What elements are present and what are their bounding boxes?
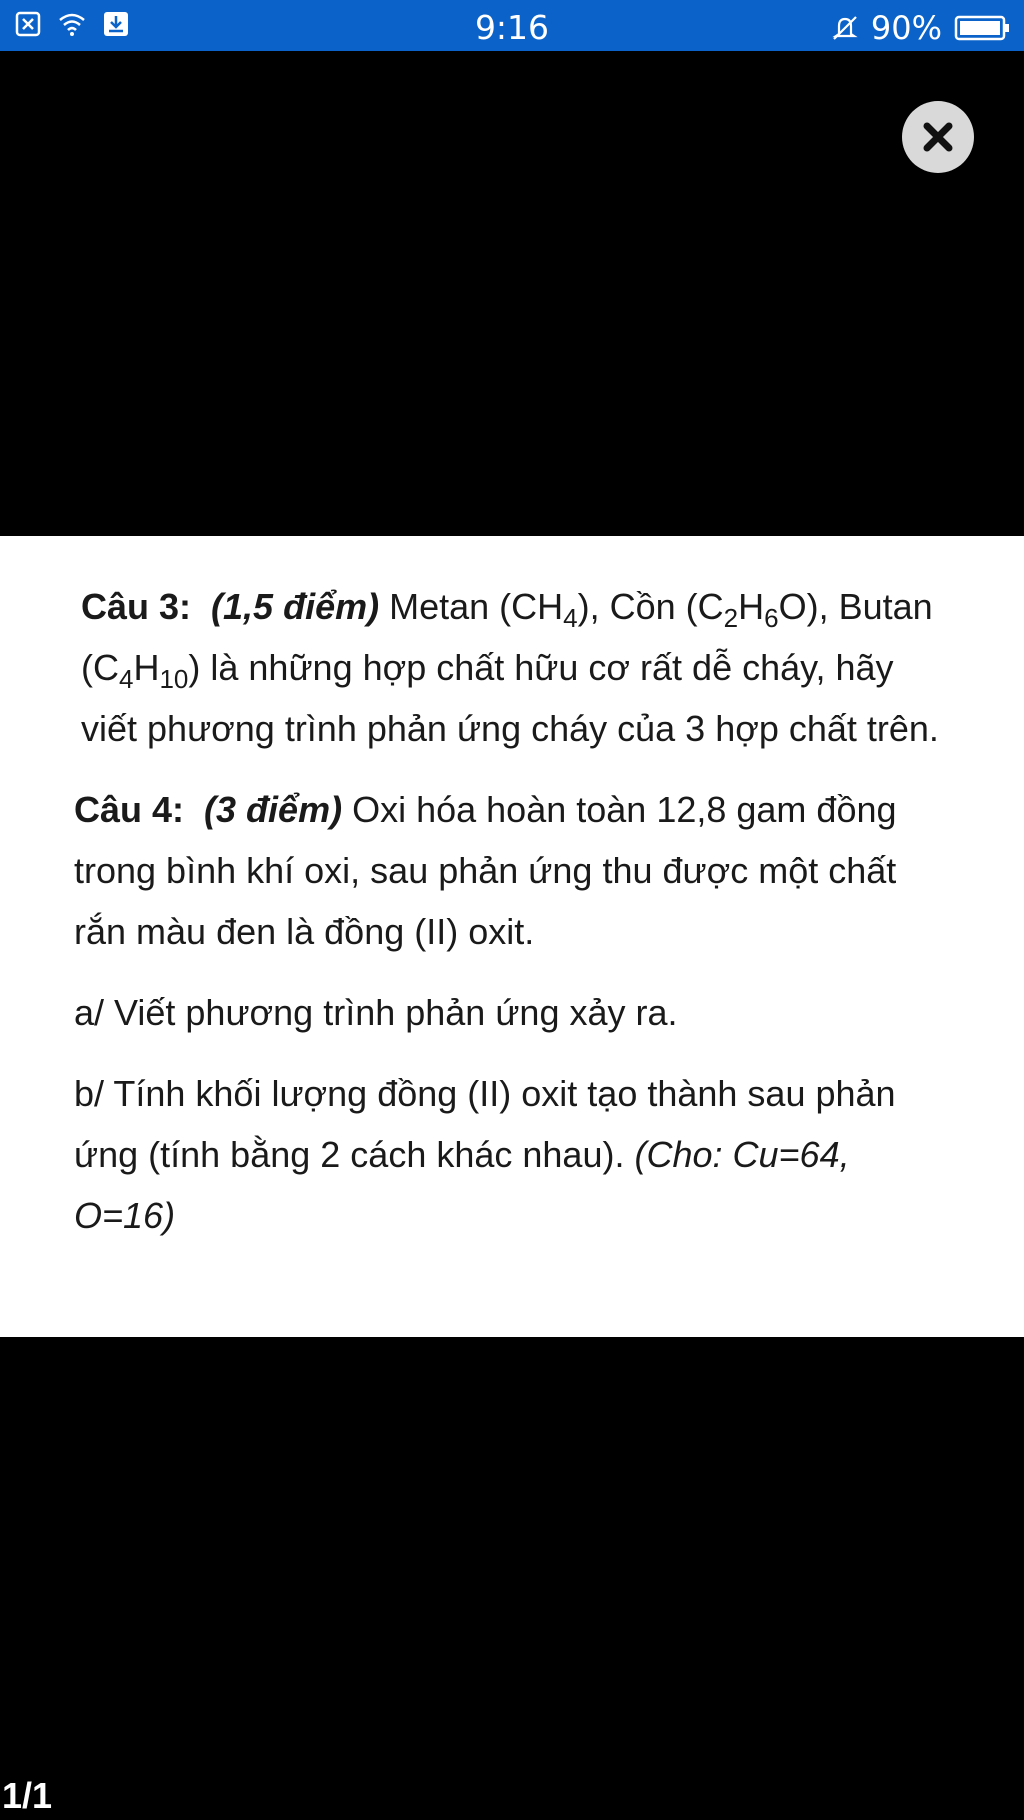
- question-3-points: (1,5 điểm): [211, 586, 380, 627]
- status-bar: [0, 0, 1024, 51]
- alarm-off-icon: [831, 14, 859, 42]
- subscript: 10: [159, 664, 189, 694]
- question-3-text: Metan (CH: [389, 586, 564, 627]
- subscript: 2: [723, 603, 739, 633]
- part-b-note: (Cho: Cu=64, O=16): [74, 1134, 850, 1236]
- clock: 9:16: [474, 8, 550, 47]
- close-button[interactable]: [902, 101, 974, 173]
- question-4: [74, 779, 954, 962]
- document-text: [74, 576, 954, 1266]
- page-counter: 1/1: [2, 1775, 53, 1816]
- question-3-text: O), Butan (C: [81, 586, 933, 688]
- question-3-text: H: [738, 586, 765, 627]
- question-3: [74, 576, 954, 759]
- subscript: 4: [119, 664, 134, 694]
- question-4-label: Câu 4:: [74, 789, 185, 830]
- part-a: a/ Viết phương trình phản ứng xảy ra.: [74, 992, 678, 1033]
- question-4-points: (3 điểm): [204, 789, 343, 830]
- document-image[interactable]: [0, 536, 1024, 1337]
- battery-percent: 90%: [870, 9, 942, 47]
- question-3-text: ) là những hợp chất hữu cơ rất dễ cháy, hãy viết phương trình phản ứng cháy của 3 hợp chất trên.: [81, 647, 939, 749]
- battery-icon: [954, 14, 1010, 42]
- question-4-text: Oxi hóa hoàn toàn 12,8 gam đồng trong bình khí oxi, sau phản ứng thu được một chất rắn màu đen là đồng (II) oxit.: [74, 789, 897, 952]
- question-3-text: H: [133, 647, 160, 688]
- part-b: [74, 1063, 954, 1246]
- close-icon: [918, 117, 958, 157]
- part-b-text: b/ Tính khối lượng đồng (II) oxit tạo thành sau phản ứng (tính bằng 2 cách khác nhau).: [74, 1073, 896, 1175]
- question-3-label: Câu 3:: [81, 586, 192, 627]
- question-3-text: ), Cồn (C: [577, 586, 724, 627]
- subscript: 6: [764, 603, 779, 633]
- subscript: 4: [563, 603, 578, 633]
